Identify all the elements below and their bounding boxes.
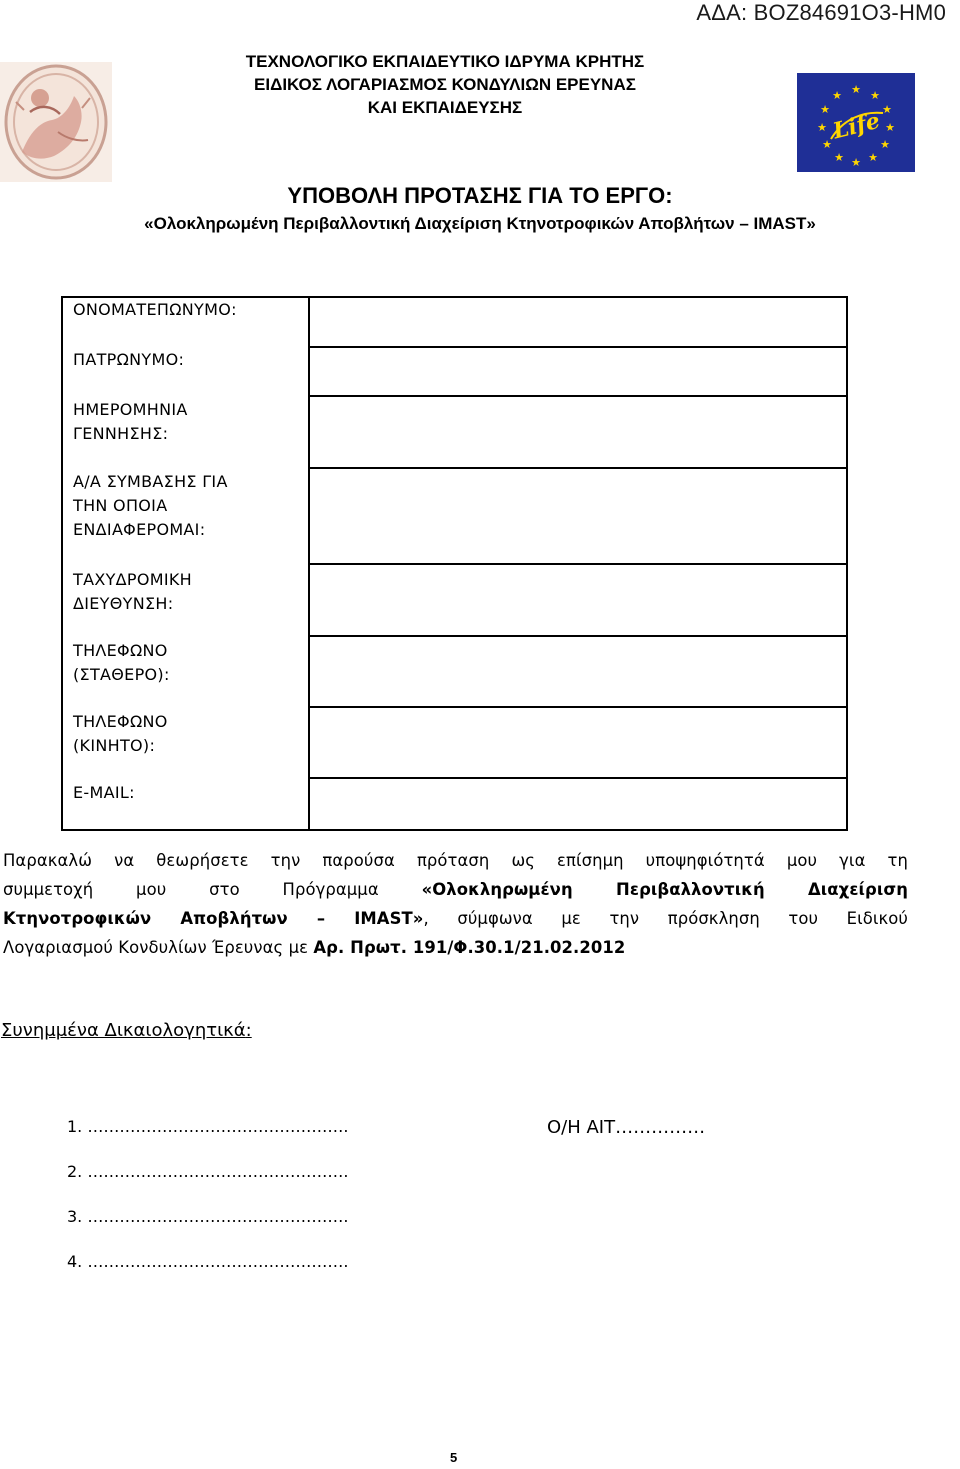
- paragraph-line: Κτηνοτροφικών Αποβλήτων – IMAST», σύμφωνα με την πρόσκληση του Ειδικού: [3, 909, 908, 928]
- life-logo-text: Life: [830, 107, 883, 145]
- attachment-item: 1. ………………………………………….: [67, 1117, 349, 1136]
- svg-text:★: ★: [880, 138, 890, 151]
- field-label-postal-address: [73, 568, 303, 616]
- label-line: ΓΕΝΝΗΣΗΣ:: [73, 424, 169, 443]
- institution-line: ΚΑΙ ΕΚΠΑΙΔΕΥΣΗΣ: [367, 98, 523, 117]
- attachment-item: 3. ………………………………………….: [67, 1207, 349, 1226]
- svg-text:★: ★: [820, 103, 830, 116]
- field-label-landline-phone: [73, 639, 303, 687]
- attachment-item: 2. ………………………………………….: [67, 1162, 349, 1181]
- label-line: Α/Α ΣΥΜΒΑΣΗΣ ΓΙΑ: [73, 472, 228, 491]
- label-line: ΕΝΔΙΑΦΕΡΟΜΑΙ:: [73, 520, 206, 539]
- label-line: ΟΝΟΜΑΤΕΠΩΝΥΜΟ:: [73, 300, 237, 319]
- field-label-fathers-name: [73, 348, 303, 372]
- svg-text:★: ★: [882, 103, 892, 116]
- field-label-fullname: [73, 298, 303, 322]
- field-label-birth-date: [73, 398, 303, 446]
- document-subtitle: «Ολοκληρωμένη Περιβαλλοντική Διαχείριση Κτηνοτροφικών Αποβλήτων – IMAST»: [144, 214, 816, 233]
- attachments-heading: Συνημμένα Δικαιολογητικά:: [1, 1020, 252, 1041]
- institution-line: ΕΙΔΙΚΟΣ ΛΟΓΑΡΙΑΣΜΟΣ ΚΟΝΔΥΛΙΩΝ ΕΡΕΥΝΑΣ: [254, 75, 636, 94]
- label-line: ΤΗΝ ΟΠΟΙΑ: [73, 496, 168, 515]
- birth-date-value[interactable]: [311, 397, 846, 467]
- svg-text:★: ★: [832, 89, 842, 102]
- attachment-item: 4. ………………………………………….: [67, 1252, 349, 1271]
- application-paragraph: [3, 846, 908, 962]
- label-line: ΗΜΕΡΟΜΗΝΙΑ: [73, 400, 188, 419]
- applicant-form-table: [61, 296, 848, 831]
- institution-seal-logo: [0, 62, 112, 182]
- eu-life-logo: [797, 73, 915, 172]
- svg-text:★: ★: [885, 121, 895, 134]
- svg-text:★: ★: [822, 138, 832, 151]
- mobile-phone-value[interactable]: [311, 708, 846, 777]
- label-line: (ΣΤΑΘΕΡΟ):: [73, 665, 170, 684]
- fathers-name-value[interactable]: [311, 348, 846, 395]
- label-line: E-MAIL:: [73, 783, 135, 802]
- label-line: ΠΑΤΡΩΝΥΜΟ:: [73, 350, 185, 369]
- postal-address-value[interactable]: [311, 565, 846, 635]
- paragraph-line: συμμετοχή μου στο Πρόγραμμα «Ολοκληρωμένη Περιβαλλοντική Διαχείριση: [3, 880, 908, 899]
- svg-text:★: ★: [834, 151, 844, 164]
- landline-phone-value[interactable]: [311, 637, 846, 706]
- svg-text:★: ★: [870, 89, 880, 102]
- page-number: 5: [450, 1450, 458, 1465]
- svg-text:★: ★: [851, 83, 861, 96]
- ada-code: ΑΔΑ: ΒΟΖ84691Ο3-ΗΜ0: [696, 0, 946, 25]
- label-line: ΤΗΛΕΦΩΝΟ: [73, 641, 168, 660]
- svg-text:★: ★: [817, 121, 827, 134]
- email-value[interactable]: [311, 779, 846, 829]
- fullname-value[interactable]: [311, 298, 846, 346]
- field-label-email: [73, 781, 303, 805]
- label-line: ΔΙΕΥΘΥΝΣΗ:: [73, 594, 174, 613]
- paragraph-line: Παρακαλώ να θεωρήσετε την παρούσα πρόταση ως επίσημη υποψηφιότητά μου για τη: [3, 851, 908, 870]
- label-line: (ΚΙΝΗΤΟ):: [73, 736, 156, 755]
- institution-line: ΤΕΧΝΟΛΟΓΙΚΟ ΕΚΠΑΙΔΕΥΤΙΚΟ ΙΔΡΥΜΑ ΚΡΗΤΗΣ: [245, 52, 645, 71]
- applicant-signature-label: Ο/Η ΑΙΤ……………: [547, 1117, 706, 1138]
- institution-name: [150, 50, 740, 119]
- field-label-contract-number: [73, 470, 303, 542]
- svg-text:★: ★: [868, 151, 878, 164]
- contract-number-value[interactable]: [311, 469, 846, 563]
- label-line: ΤΑΧΥΔΡΟΜΙΚΗ: [73, 570, 192, 589]
- field-label-mobile-phone: [73, 710, 303, 758]
- document-title: ΥΠΟΒΟΛΗ ΠΡΟΤΑΣΗΣ ΓΙΑ ΤΟ ΕΡΓΟ:: [287, 183, 673, 208]
- svg-text:★: ★: [851, 156, 861, 169]
- paragraph-line: Λογαριασμού Κονδυλίων Έρευνας με Αρ. Πρωτ. 191/Φ.30.1/21.02.2012: [3, 938, 626, 957]
- label-line: ΤΗΛΕΦΩΝΟ: [73, 712, 168, 731]
